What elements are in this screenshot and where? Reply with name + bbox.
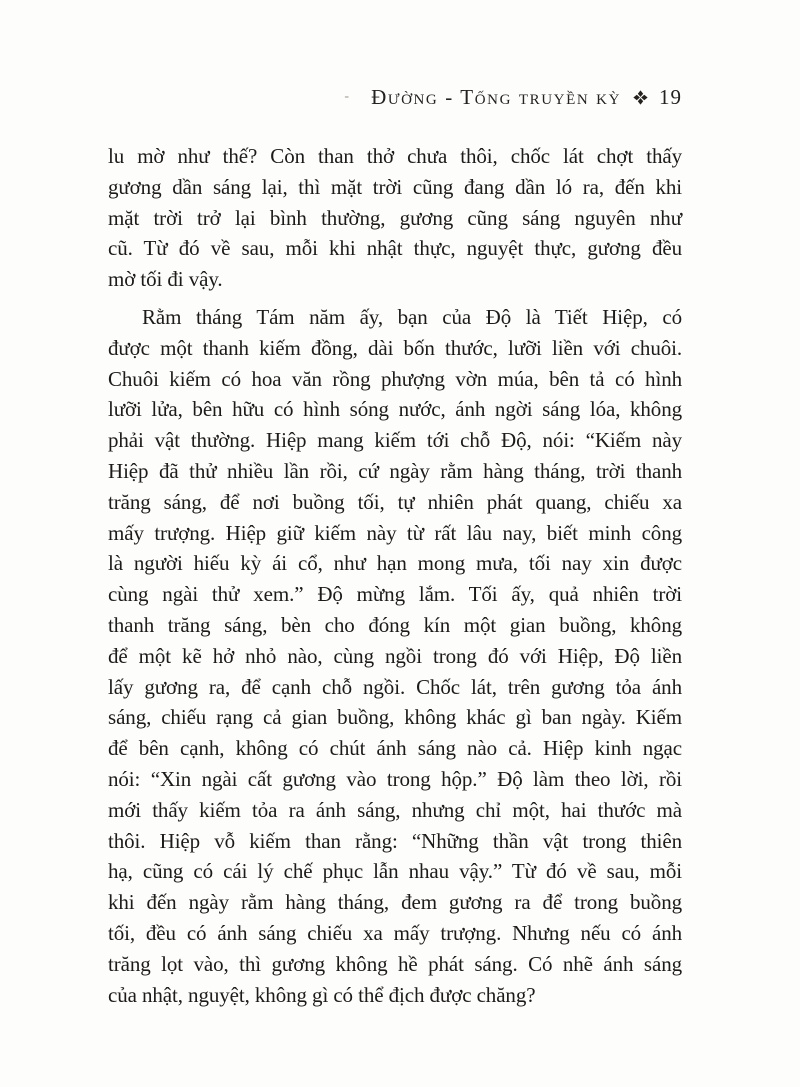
- text-line: thanh trăng sáng, bèn cho đóng kín một gian buồng, không: [108, 612, 682, 637]
- text-line: phải vật thường. Hiệp mang kiếm tới chỗ Độ, nói: “Kiếm này: [108, 428, 682, 453]
- florette-icon: [633, 90, 648, 105]
- text-line: cùng ngài thử xem.” Độ mừng lắm. Tối ấy, quả nhiên trời: [108, 582, 682, 607]
- text-line: Rằm tháng Tám năm ấy, bạn của Độ là Tiết Hiệp, có: [142, 304, 682, 329]
- text-line: Hiệp đã thử nhiều lần rồi, cứ ngày rằm hàng tháng, trời thanh: [108, 458, 682, 483]
- text-line: cũ. Từ đó về sau, mỗi khi nhật thực, nguyệt thực, gương đều: [108, 236, 682, 261]
- text-line: để một kẽ hở nhỏ nào, cùng ngồi trong đó với Hiệp, Độ liền: [108, 643, 682, 668]
- text-line: mấy trượng. Hiệp giữ kiếm này từ rất lâu nay, biết minh công: [108, 520, 682, 545]
- text-line: trăng lọt vào, thì gương không hề phát sáng. Có nhẽ ánh sáng: [108, 951, 682, 976]
- text-line: lưỡi lửa, bên hữu có hình sóng nước, ánh ngời sáng lóa, không: [108, 397, 682, 422]
- text-line: lấy gương ra, để cạnh chỗ ngồi. Chốc lát, trên gương tỏa ánh: [108, 674, 682, 699]
- text-line: hạ, cũng có cái lý chế phục lẫn nhau vậy.” Từ đó về sau, mỗi: [108, 859, 682, 884]
- text-line: thôi. Hiệp vỗ kiếm than rằng: “Những thần vật trong thiên: [108, 828, 682, 853]
- text-line: được một thanh kiếm đồng, dài bốn thước, lưỡi liền với chuôi.: [108, 335, 682, 360]
- paragraph-1: [108, 141, 682, 295]
- text-line: mặt trời trở lại bình thường, gương cũng sáng nguyên như: [108, 205, 682, 230]
- margin-mark: -: [344, 89, 350, 104]
- text-line: là người hiếu kỳ ái cổ, như hạn mong mưa, tối nay xin được: [108, 551, 682, 576]
- text-line: gương dần sáng lại, thì mặt trời cũng đang dần ló ra, đến khi: [108, 174, 682, 199]
- text-line: khi đến ngày rằm hàng tháng, đem gương ra để trong buồng: [108, 890, 682, 915]
- text-line: Chuôi kiếm có hoa văn rồng phượng vờn múa, bên tả có hình: [108, 366, 682, 391]
- text-line: nói: “Xin ngài cất gương vào trong hộp.” Độ làm theo lời, rồi: [108, 766, 682, 791]
- text-line: của nhật, nguyệt, không gì có thể địch được chăng?: [108, 982, 536, 1007]
- page-body: [108, 141, 682, 1010]
- text-line: để bên cạnh, không có chút ánh sáng nào cả. Hiệp kinh ngạc: [108, 736, 682, 761]
- paragraph-2: [108, 302, 682, 1010]
- text-line: mờ tối đi vậy.: [108, 267, 223, 292]
- text-line: mới thấy kiếm tỏa ra ánh sáng, nhưng chỉ một, hai thước mà: [108, 797, 682, 822]
- text-line: sáng, chiếu rạng cả gian buồng, không khác gì ban ngày. Kiếm: [108, 705, 682, 730]
- text-line: lu mờ như thế? Còn than thở chưa thôi, chốc lát chợt thấy: [108, 144, 682, 168]
- running-header: [108, 84, 682, 113]
- page-number: 19: [659, 85, 682, 109]
- running-title: Đường - Tống truyền kỳ: [371, 85, 621, 109]
- text-line: tối, đều có ánh sáng chiếu xa mấy trượng. Nhưng nếu có ánh: [108, 920, 682, 945]
- text-line: trăng sáng, để nơi buồng tối, tự nhiên phát quang, chiếu xa: [108, 489, 682, 514]
